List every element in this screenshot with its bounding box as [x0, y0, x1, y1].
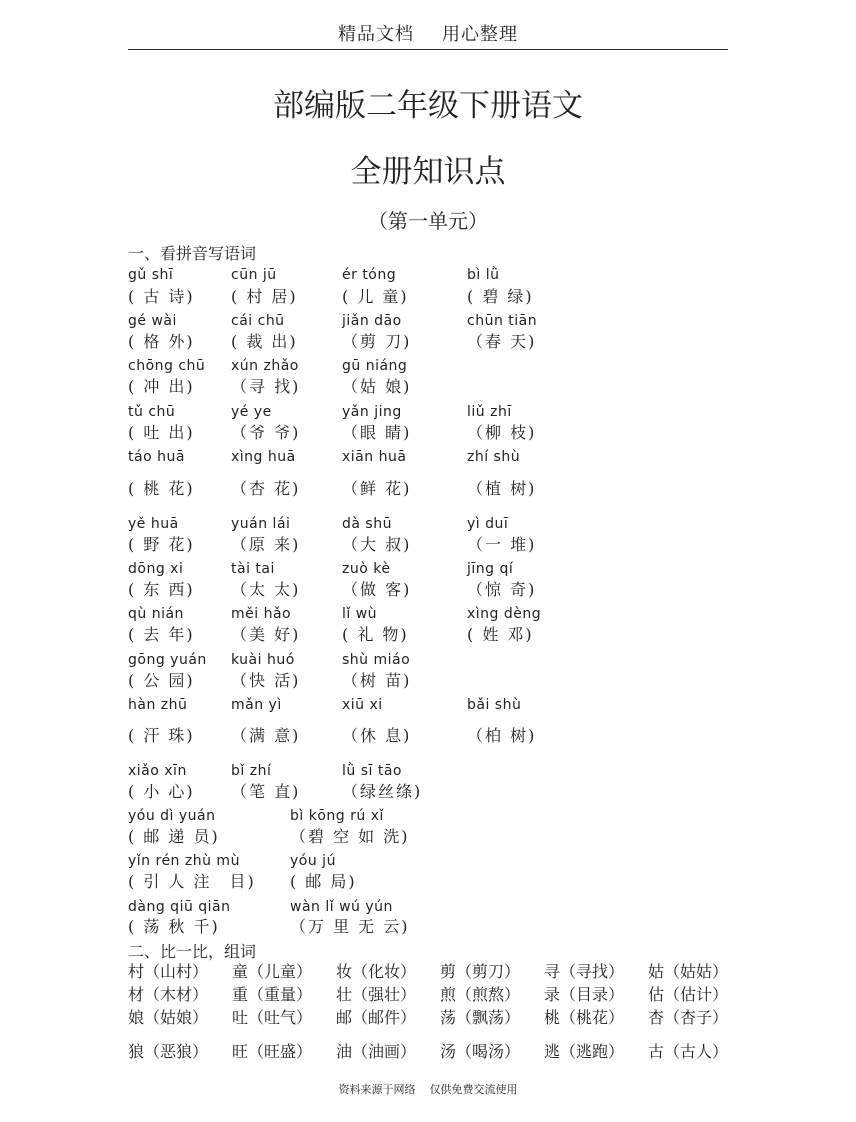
pinyin-word: yuán lái	[231, 516, 291, 532]
compare-item: 村（山村）	[128, 962, 209, 981]
pinyin-word: yóu jú	[290, 853, 336, 869]
pinyin-word: zuò kè	[342, 561, 391, 577]
hanzi-word: （碧 空 如 洗)	[290, 827, 410, 846]
hanzi-word: （惊 奇)	[467, 580, 537, 599]
hanzi-word: ( 引 人 注 目)	[128, 872, 256, 891]
pinyin-word: měi hǎo	[231, 606, 292, 622]
hanzi-word: （姑 娘)	[342, 377, 412, 396]
hanzi-word: ( 汗 珠)	[128, 726, 195, 745]
hanzi-word: ( 小 心)	[128, 782, 195, 801]
hanzi-word: （鲜 花)	[342, 479, 412, 498]
pinyin-word: gé wài	[128, 313, 177, 329]
pinyin-row	[128, 603, 768, 625]
pinyin-word: hàn zhū	[128, 697, 188, 713]
hanzi-word: ( 冲 出)	[128, 377, 195, 396]
pinyin-word: táo huā	[128, 449, 185, 465]
hanzi-word: （万 里 无 云)	[290, 917, 410, 936]
hanzi-word: （寻 找)	[231, 377, 301, 396]
pinyin-word: jīng qí	[467, 561, 514, 577]
hanzi-word: ( 儿 童)	[342, 287, 409, 306]
pinyin-word: yé ye	[231, 404, 272, 420]
page-footer	[0, 1081, 856, 1097]
hanzi-row	[128, 376, 768, 398]
hanzi-word: （柳 枝)	[467, 423, 537, 442]
pinyin-row	[128, 805, 768, 827]
compare-item: 童（儿童）	[232, 962, 313, 981]
hanzi-word: （美 好)	[231, 625, 301, 644]
pinyin-word: mǎn yì	[231, 697, 282, 713]
hanzi-row	[128, 534, 768, 556]
compare-item: 壮（强壮）	[336, 985, 417, 1004]
compare-item: 桃（桃花）	[544, 1008, 625, 1027]
pinyin-word: zhí shù	[467, 449, 521, 465]
hanzi-word: ( 荡 秋 千)	[128, 917, 220, 936]
hanzi-word: （植 树)	[467, 479, 537, 498]
header-left: 精品文档	[338, 24, 414, 45]
hanzi-word: （笔 直)	[231, 782, 301, 801]
hanzi-word: （树 苗)	[342, 671, 412, 690]
hanzi-word: ( 去 年)	[128, 625, 195, 644]
hanzi-word: ( 东 西)	[128, 580, 195, 599]
pinyin-word: kuài huó	[231, 652, 295, 668]
compare-row	[128, 1007, 728, 1029]
pinyin-word: yǐn rén zhù mù	[128, 853, 240, 869]
pinyin-row	[128, 558, 768, 580]
pinyin-word: yóu dì yuán	[128, 808, 216, 824]
hanzi-word: ( 姓 邓)	[467, 625, 534, 644]
pinyin-word: yì duī	[467, 516, 509, 532]
hanzi-word: ( 碧 绿)	[467, 287, 534, 306]
hanzi-word: ( 吐 出)	[128, 423, 195, 442]
pinyin-word: bǐ zhí	[231, 763, 272, 779]
pinyin-word: chūn tiān	[467, 313, 538, 329]
pinyin-word: cái chū	[231, 313, 285, 329]
pinyin-word: dà shū	[342, 516, 392, 532]
compare-item: 寻（寻找）	[544, 962, 625, 981]
section-heading-1: 一、看拼音写语词	[128, 244, 257, 263]
compare-item: 杏（杏子）	[648, 1008, 729, 1027]
hanzi-word: ( 桃 花)	[128, 479, 195, 498]
section-heading-2: 二、比一比，组词	[128, 942, 257, 961]
pinyin-word: gū niáng	[342, 358, 408, 374]
pinyin-word: bǎi shù	[467, 697, 522, 713]
hanzi-word: ( 礼 物)	[342, 625, 409, 644]
compare-item: 汤（喝汤）	[440, 1042, 521, 1061]
hanzi-word: （春 天)	[467, 332, 537, 351]
pinyin-word: ér tóng	[342, 267, 397, 283]
compare-item: 逃（逃跑）	[544, 1042, 625, 1061]
header-right: 用心整理	[442, 24, 518, 45]
pinyin-word: dàng qiū qiān	[128, 899, 231, 915]
pinyin-word: bì lǜ	[467, 267, 500, 283]
pinyin-word: xiǎo xīn	[128, 763, 187, 779]
pinyin-word: liǔ zhī	[467, 404, 512, 420]
hanzi-word: ( 野 花)	[128, 535, 195, 554]
compare-item: 材（木材）	[128, 985, 209, 1004]
pinyin-word: lǜ sī tāo	[342, 763, 402, 779]
compare-item: 娘（姑娘）	[128, 1008, 209, 1027]
hanzi-word: （休 息)	[342, 726, 412, 745]
compare-item: 估（估计）	[648, 985, 729, 1004]
hanzi-word: （一 堆)	[467, 535, 537, 554]
pinyin-word: tài tai	[231, 561, 275, 577]
pinyin-row	[128, 355, 768, 377]
compare-item: 重（重量）	[232, 985, 313, 1004]
pinyin-word: gōng yuán	[128, 652, 207, 668]
compare-item: 吐（吐气）	[232, 1008, 313, 1027]
hanzi-row	[128, 725, 768, 747]
hanzi-word: ( 裁 出)	[231, 332, 298, 351]
page-title: 部编版二年级下册语文	[273, 88, 583, 124]
compare-item: 古（古人）	[648, 1042, 729, 1061]
hanzi-word: ( 格 外)	[128, 332, 195, 351]
hanzi-row	[128, 579, 768, 601]
hanzi-word: ( 古 诗)	[128, 287, 195, 306]
pinyin-word: shù miáo	[342, 652, 411, 668]
pinyin-row	[128, 694, 768, 716]
hanzi-word: （杏 花)	[231, 479, 301, 498]
hanzi-word: （满 意)	[231, 726, 301, 745]
hanzi-row	[128, 826, 768, 848]
unit-heading: （第一单元）	[368, 209, 488, 233]
hanzi-row	[128, 478, 768, 500]
pinyin-row	[128, 760, 768, 782]
compare-item: 荡（飘荡）	[440, 1008, 521, 1027]
footer-right: 仅供免费交流使用	[429, 1083, 518, 1096]
hanzi-word: （眼 睛)	[342, 423, 412, 442]
pinyin-row	[128, 649, 768, 671]
hanzi-row	[128, 781, 768, 803]
page-header	[0, 20, 856, 46]
hanzi-word: （爷 爷)	[231, 423, 301, 442]
pinyin-word: yǎn jing	[342, 404, 402, 420]
footer-left: 资料来源于网络	[338, 1083, 416, 1096]
hanzi-row	[128, 624, 768, 646]
pinyin-word: xìng dèng	[467, 606, 542, 622]
pinyin-row	[128, 850, 768, 872]
compare-item: 妆（化妆）	[336, 962, 417, 981]
pinyin-word: cūn jū	[231, 267, 277, 283]
hanzi-row	[128, 286, 768, 308]
pinyin-word: chōng chū	[128, 358, 206, 374]
pinyin-row	[128, 264, 768, 286]
page-subtitle: 全册知识点	[350, 154, 506, 190]
hanzi-row	[128, 670, 768, 692]
pinyin-word: qù nián	[128, 606, 184, 622]
hanzi-word: （大 叔)	[342, 535, 412, 554]
pinyin-row	[128, 310, 768, 332]
header-rule	[128, 49, 728, 50]
compare-row	[128, 984, 728, 1006]
hanzi-word: （原 来)	[231, 535, 301, 554]
hanzi-row	[128, 422, 768, 444]
pinyin-word: dōng xi	[128, 561, 184, 577]
pinyin-word: bì kōng rú xǐ	[290, 808, 384, 824]
compare-item: 剪（剪刀）	[440, 962, 521, 981]
pinyin-word: wàn lǐ wú yún	[290, 899, 393, 915]
hanzi-word: ( 村 居)	[231, 287, 298, 306]
compare-row	[128, 961, 728, 983]
pinyin-row	[128, 513, 768, 535]
pinyin-word: xún zhǎo	[231, 358, 299, 374]
pinyin-row	[128, 446, 768, 468]
compare-item: 狼（恶狼）	[128, 1042, 209, 1061]
compare-item: 油（油画）	[336, 1042, 417, 1061]
hanzi-row	[128, 871, 768, 893]
pinyin-word: yě huā	[128, 516, 179, 532]
pinyin-row	[128, 401, 768, 423]
compare-item: 旺（旺盛）	[232, 1042, 313, 1061]
hanzi-row	[128, 916, 768, 938]
compare-row	[128, 1041, 728, 1063]
hanzi-word: ( 邮 递 员)	[128, 827, 220, 846]
hanzi-word: （太 太)	[231, 580, 301, 599]
hanzi-word: （快 活)	[231, 671, 301, 690]
pinyin-word: xìng huā	[231, 449, 296, 465]
hanzi-word: （做 客)	[342, 580, 412, 599]
pinyin-word: tǔ chū	[128, 404, 176, 420]
pinyin-word: jiǎn dāo	[342, 313, 402, 329]
pinyin-word: xiū xi	[342, 697, 383, 713]
pinyin-word: gǔ shī	[128, 267, 174, 283]
hanzi-word: （剪 刀)	[342, 332, 412, 351]
compare-item: 邮（邮件）	[336, 1008, 417, 1027]
hanzi-word: ( 公 园)	[128, 671, 195, 690]
pinyin-word: xiān huā	[342, 449, 407, 465]
pinyin-row	[128, 896, 768, 918]
hanzi-word: （柏 树)	[467, 726, 537, 745]
hanzi-word: （绿丝绦)	[342, 782, 423, 801]
hanzi-row	[128, 331, 768, 353]
compare-item: 录（目录）	[544, 985, 625, 1004]
pinyin-word: lǐ wù	[342, 606, 378, 622]
compare-item: 姑（姑姑）	[648, 962, 729, 981]
compare-item: 煎（煎熬）	[440, 985, 521, 1004]
hanzi-word: ( 邮 局)	[290, 872, 357, 891]
